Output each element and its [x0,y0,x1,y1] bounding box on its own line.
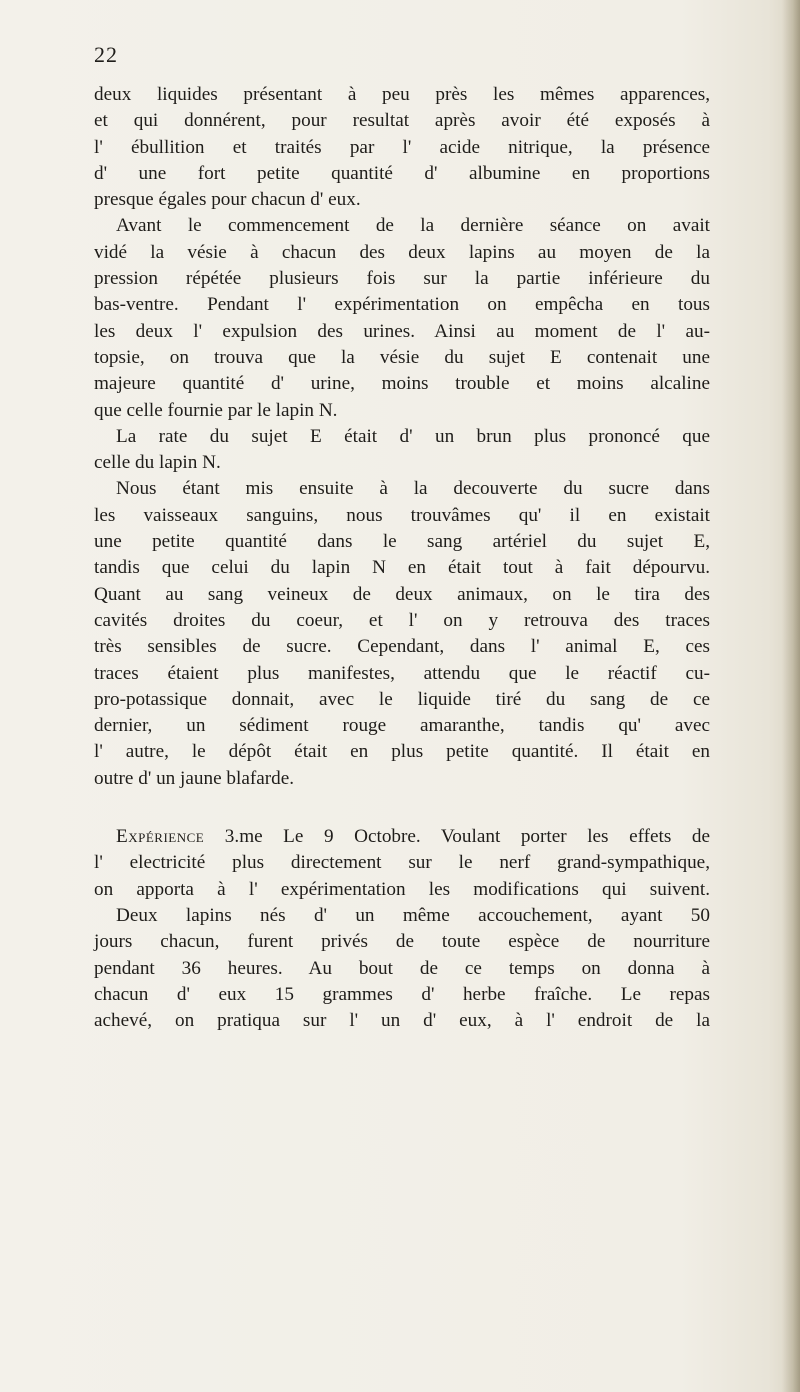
text-line: majeure quantité d' urine, moins trouble et moins alcaline [94,373,710,395]
text-line: deux liquides présentant à peu près les mêmes apparences, [94,84,710,105]
page-number: 22 [94,42,118,67]
text-line: tandis que celui du lapin N en était tout à fait dépourvu. [94,557,710,579]
text-line: La rate du sujet E était d' un brun plus prononcé que [116,425,710,447]
text-line: traces étaient plus manifestes, attendu que le réactif cu- [94,662,710,684]
text-line: bas-ventre. Pendant l' expérimentation on empêcha en tous [94,294,710,316]
section-heading: Expérience [116,826,205,848]
text-line: on apporta à l' expérimentation les modifications qui suivent. [94,878,710,900]
paragraph-5 [94,824,710,1034]
text-line: l' ébullition et traités par l' acide nitrique, la présence [94,136,710,158]
text-line: outre d' un jaune blafarde. [94,767,295,789]
paragraph-1 [94,82,710,213]
text-line: très sensibles de sucre. Cependant, dans l' animal E, ces [94,636,710,658]
text-line: et qui donnérent, pour resultat après avoir été exposés à [94,110,710,132]
text-line: Deux lapins nés d' un même accouchement, ayant 50 [116,904,710,926]
text-line: d' une fort petite quantité d' albumine en proportions [94,162,710,184]
text-line: pression répétée plusieurs fois sur la partie inférieure du [94,268,710,290]
text-line: cavités droites du coeur, et l' on y retrouva des traces [94,609,710,631]
text-line: celle du lapin N. [94,452,221,474]
text-line: topsie, on trouva que la vésie du sujet E contenait une [94,346,710,368]
page-edge-shadow [782,0,800,1392]
paragraph-4 [94,476,710,792]
text-line: que celle fournie par le lapin N. [94,399,338,421]
text-line: vidé la vésie à chacun des deux lapins au moyen de la [94,241,710,263]
text-line: pro-potassique donnait, avec le liquide tiré du sang de ce [94,688,710,710]
text-line-content: 3.me Le 9 Octobre. Voulant porter les effets de [224,826,710,848]
text-line: l' autre, le dépôt était en plus petite quantité. Il était en [94,741,710,763]
text-line: les vaisseaux sanguins, nous trouvâmes qu' il en existait [94,504,710,526]
text-line: pendant 36 heures. Au bout de ce temps on donna à [94,957,710,979]
paragraph-3 [94,424,710,477]
text-line: Nous étant mis ensuite à la decouverte du sucre dans [116,478,710,500]
text-line [94,824,710,850]
body-text [94,82,710,1034]
text-line: jours chacun, furent privés de toute espèce de nourriture [94,931,710,953]
text-line: dernier, un sédiment rouge amaranthe, tandis qu' avec [94,715,710,737]
text-line: l' electricité plus directement sur le nerf grand-sympathique, [94,852,710,874]
text-line: Avant le commencement de la dernière séance on avait [116,215,710,237]
text-line: Quant au sang veineux de deux animaux, on le tira des [94,583,710,605]
text-line: les deux l' expulsion des urines. Ainsi au moment de l' au- [94,320,710,342]
paragraph-2 [94,213,710,423]
text-line: une petite quantité dans le sang artériel du sujet E, [94,531,710,553]
text-line: presque égales pour chacun d' eux. [94,189,361,211]
text-line: chacun d' eux 15 grammes d' herbe fraîche. Le repas [94,983,710,1005]
text-line: achevé, on pratiqua sur l' un d' eux, à l' endroit de la [94,1010,710,1032]
section-gap [94,792,710,824]
